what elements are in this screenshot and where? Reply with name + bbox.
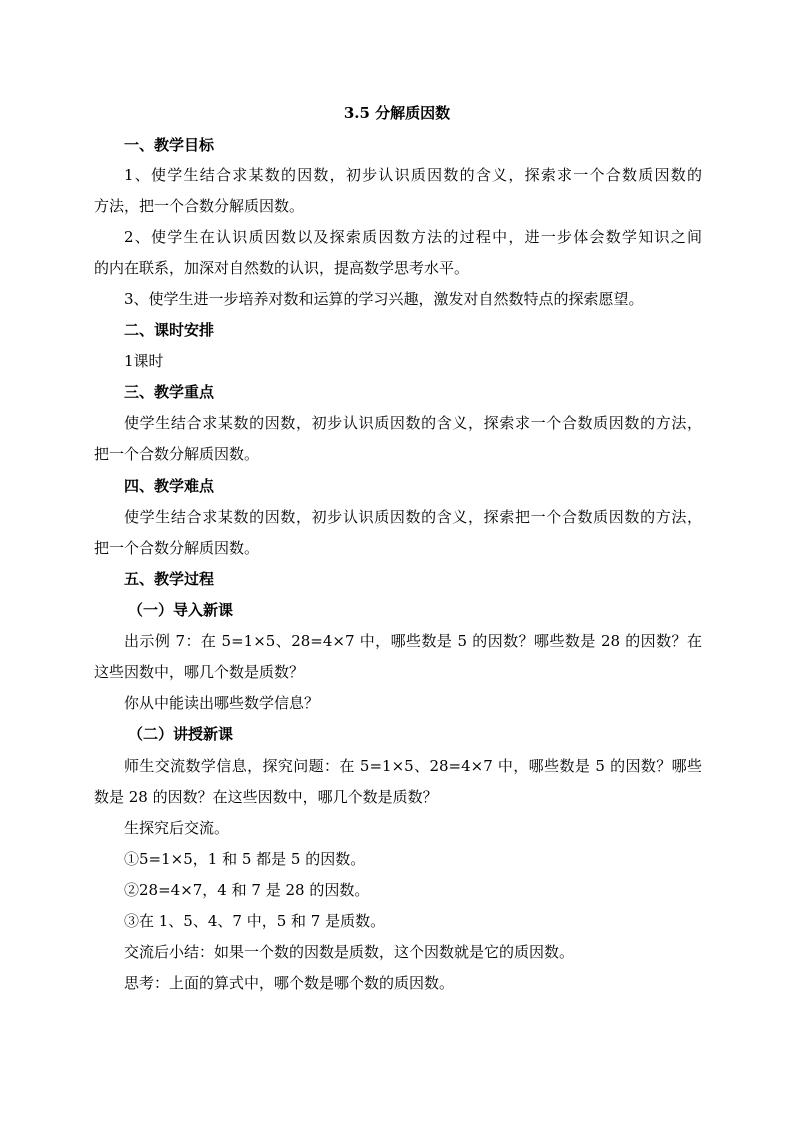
- summary-text: 交流后小结：如果一个数的因数是质数，这个因数就是它的质因数。: [124, 943, 575, 961]
- section-heading-schedule: 二、课时安排: [124, 321, 215, 339]
- finding-1: ①5=1×5，1 和 5 都是 5 的因数。: [124, 850, 366, 868]
- difficulties-line-1: 使学生结合求某数的因数，初步认识质因数的含义，探索把一个合数质因数的方法，: [124, 508, 702, 526]
- section-heading-process: 五、教学过程: [124, 570, 215, 588]
- objective-1-line-2: 方法，把一个合数分解质因数。: [94, 197, 305, 215]
- student-exchange-text: 生探究后交流。: [124, 819, 230, 837]
- subsection-heading-teaching: （二）讲授新课: [128, 725, 234, 743]
- objective-3: 3、使学生进一步培养对数和运算的学习兴趣，激发对自然数特点的探索愿望。: [124, 290, 644, 308]
- section-heading-key-points: 三、教学重点: [124, 383, 215, 401]
- key-points-line-2: 把一个合数分解质因数。: [94, 445, 260, 463]
- section-heading-objectives: 一、教学目标: [124, 136, 215, 154]
- example-paragraph-line-1: 出示例 7：在 5=1×5、28=4×7 中，哪些数是 5 的因数？哪些数是 28 的因数？在: [124, 632, 702, 650]
- objective-2-line-1: 2、使学生在认识质因数以及探索质因数方法的过程中，进一步体会数学知识之间: [124, 228, 702, 246]
- difficulties-line-2: 把一个合数分解质因数。: [94, 539, 260, 557]
- document-title: 3.5 分解质因数: [343, 104, 451, 122]
- key-points-line-1: 使学生结合求某数的因数，初步认识质因数的含义，探索求一个合数质因数的方法，: [124, 414, 702, 432]
- exchange-paragraph-line-1: 师生交流数学信息，探究问题：在 5=1×5、28=4×7 中，哪些数是 5 的因数？哪些: [124, 757, 702, 775]
- subsection-heading-intro: （一）导入新课: [128, 601, 234, 619]
- section-heading-difficulties: 四、教学难点: [124, 477, 215, 495]
- reflection-text: 思考：上面的算式中，哪个数是哪个数的质因数。: [124, 974, 455, 992]
- finding-3: ③在 1、5、4、7 中，5 和 7 是质数。: [124, 912, 386, 930]
- example-paragraph-line-2: 这些因数中，哪几个数是质数？: [94, 663, 305, 681]
- exchange-paragraph-line-2: 数是 28 的因数？在这些因数中，哪几个数是质数？: [94, 788, 438, 806]
- objective-2-line-2: 的内在联系，加深对自然数的认识，提高数学思考水平。: [94, 259, 470, 277]
- objective-1-line-1: 1、使学生结合求某数的因数，初步认识质因数的含义，探索求一个合数质因数的: [124, 166, 702, 184]
- question-paragraph: 你从中能读出哪些数学信息？: [124, 694, 320, 712]
- finding-2: ②28=4×7，4 和 7 是 28 的因数。: [124, 881, 370, 899]
- schedule-text: 1课时: [124, 352, 164, 370]
